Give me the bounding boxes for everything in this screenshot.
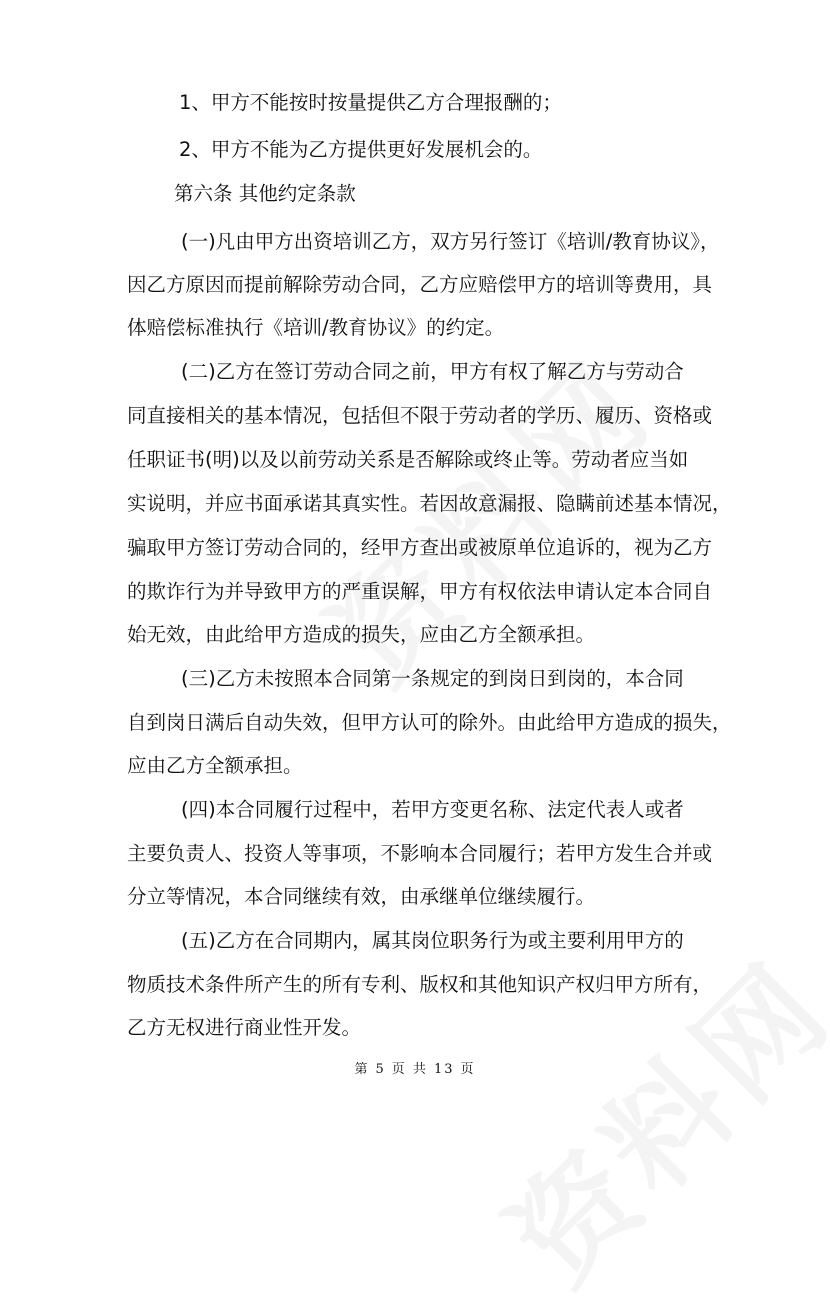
paragraph-line: 自到岗日满后自动失效，但甲方认可的除外。由此给甲方造成的损失， (127, 711, 732, 734)
paragraph-line: (二)乙方在签订劳动合同之前，甲方有权了解乙方与劳动合 (181, 360, 684, 383)
paragraph-line: 应由乙方全额承担。 (127, 754, 303, 777)
paragraph-line: 物质技术条件所产生的所有专利、版权和其他知识产权归甲方所有， (127, 973, 713, 996)
paragraph-line: 始无效，由此给甲方造成的损失，应由乙方全额承担。 (127, 623, 596, 646)
paragraph-line: 分立等情况，本合同继续有效，由承继单位继续履行。 (127, 885, 596, 908)
footer-middle: 页 共 (391, 1062, 428, 1077)
paragraph-line: 2、甲方不能为乙方提供更好发展机会的。 (179, 138, 543, 161)
section-heading: 第六条 其他约定条款 (174, 182, 356, 205)
paragraph-line: 主要负责人、投资人等事项，不影响本合同履行；若甲方发生合并或 (127, 842, 713, 865)
paragraph-line: 体赔偿标准执行《培训/教育协议》的约定。 (127, 316, 505, 339)
footer-prefix: 第 (354, 1062, 370, 1077)
paragraph-line: 1、甲方不能按时按量提供乙方合理报酬的； (179, 91, 562, 114)
paragraph-line: (三)乙方未按照本合同第一条规定的到岗日到岗的，本合同 (181, 667, 684, 690)
page-total: 13 (433, 1062, 455, 1077)
paragraph-line: 同直接相关的基本情况，包括但不限于劳动者的学历、履历、资格或 (127, 404, 713, 427)
paragraph-line: 骗取甲方签订劳动合同的，经甲方查出或被原单位追诉的，视为乙方 (127, 536, 713, 559)
page-number: 5 (375, 1062, 386, 1077)
paragraph-line: 任职证书(明)以及以前劳动关系是否解除或终止等。劳动者应当如 (127, 448, 689, 471)
paragraph-line: 因乙方原因而提前解除劳动合同，乙方应赔偿甲方的培训等费用，具 (127, 273, 713, 296)
footer-suffix: 页 (460, 1062, 476, 1077)
paragraph-line: 的欺诈行为并导致甲方的严重误解，甲方有权依法申请认定本合同自 (127, 580, 713, 603)
page-footer (0, 1058, 830, 1077)
paragraph-line: (五)乙方在合同期内，属其岗位职务行为或主要利用甲方的 (181, 929, 684, 952)
paragraph-line: (四)本合同履行过程中，若甲方变更名称、法定代表人或者 (181, 798, 684, 821)
paragraph-line: 乙方无权进行商业性开发。 (127, 1016, 362, 1039)
paragraph-line: 实说明，并应书面承诺其真实性。若因故意漏报、隐瞒前述基本情况， (127, 492, 732, 515)
paragraph-line: (一)凡由甲方出资培训乙方，双方另行签订《培训/教育协议》， (181, 230, 720, 253)
